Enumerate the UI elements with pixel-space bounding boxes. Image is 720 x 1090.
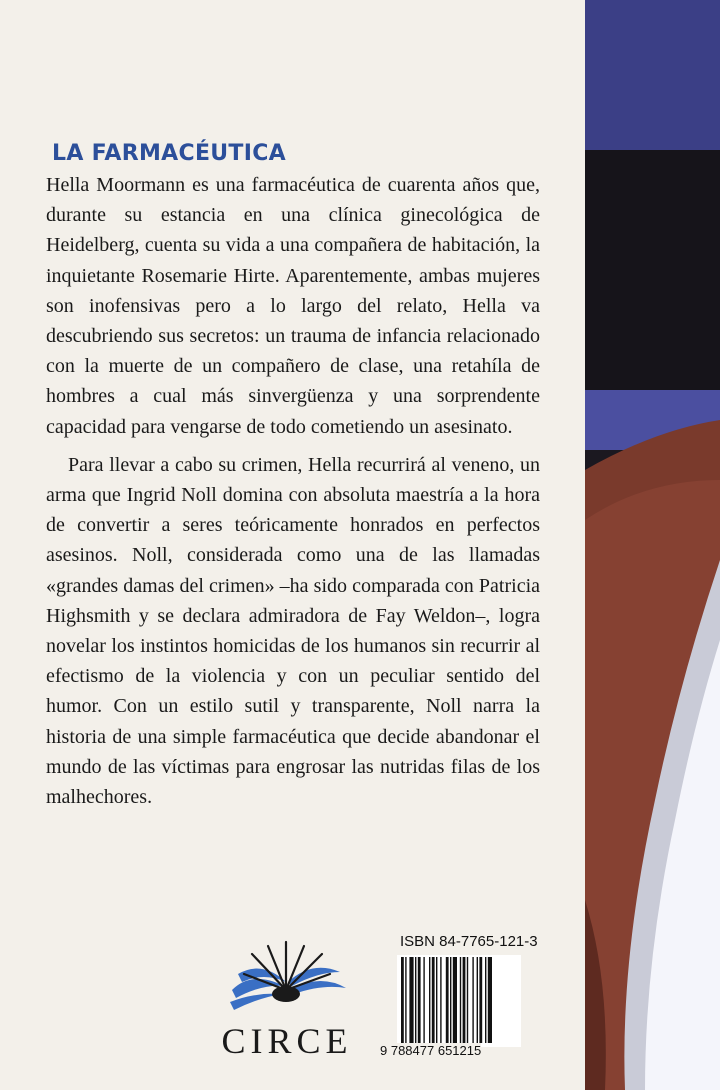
synopsis [46,170,540,820]
barcode-bar [453,957,457,1043]
synopsis-paragraph-1: Hella Moormann es una farmacéutica de cuarenta años que, durante su estancia en una clínica ginecológica de Heidelberg, cuenta su vida a una compañera de habitación, la inquietante Rosemarie Hirte. Aparentemente, ambas mujeres son inofensivas pero a lo largo del relato, Hella va descubriendo sus secretos: un trauma de infancia relacionado con la muerte de un compañero de clase, una retahíla de hombres a cual más sinvergüenza y una sorprendente capacidad para vengarse de todo cometiendo un asesinato. [46,174,540,438]
barcode-bar [460,957,461,1043]
barcode-bar [477,957,478,1043]
barcode-bar [472,957,473,1043]
publisher-name: CIRCE [221,1021,353,1061]
barcode-bar [488,957,492,1043]
barcode-bar [479,957,482,1043]
book-title: LA FARMACÉUTICA [52,141,286,166]
barcode-bar [423,957,424,1043]
barcode-bar [409,957,413,1043]
barcode-bar [429,957,430,1043]
barcode [397,955,521,1047]
barcode-number: 9 788477 651215 [380,1043,482,1058]
isbn-label: ISBN 84-7765-121-3 [400,933,538,950]
barcode-bar [485,957,486,1043]
isbn-block [380,933,540,1065]
barcode-bar [432,957,435,1043]
barcode-bar [467,957,468,1043]
barcode-bar [463,957,466,1043]
publisher-logo [212,940,362,1070]
barcode-bar [436,957,437,1043]
barcode-bar [415,957,416,1043]
barcode-bar [446,957,449,1043]
cover-artwork [585,0,720,1090]
barcode-bar [440,957,441,1043]
barcode-bar [418,957,421,1043]
cover-illustration-spine [585,0,720,1090]
sun-fan-icon [222,940,352,1015]
synopsis-paragraph-2: Para llevar a cabo su crimen, Hella recurrirá al veneno, un arma que Ingrid Noll domina con absoluta maestría a la hora de convertir a seres teóricamente honrados en perfectos asesinos. Noll, considerada como una de las llamadas «grandes damas del crimen» –ha sido comparada con Patricia Highsmith y se declara admiradora de Fay Weldon–, logra novelar los instintos homicidas de los humanos sin recurrir al efectismo de la violencia y con un peculiar sentido del humor. Con un estilo sutil y transparente, Noll narra la historia de una simple farmacéutica que decide abandonar el mundo de las víctimas para engrosar las nutridas filas de los malhechores. [46,453,540,809]
barcode-bar [405,957,406,1043]
barcode-bar [450,957,451,1043]
barcode-bar [401,957,404,1043]
